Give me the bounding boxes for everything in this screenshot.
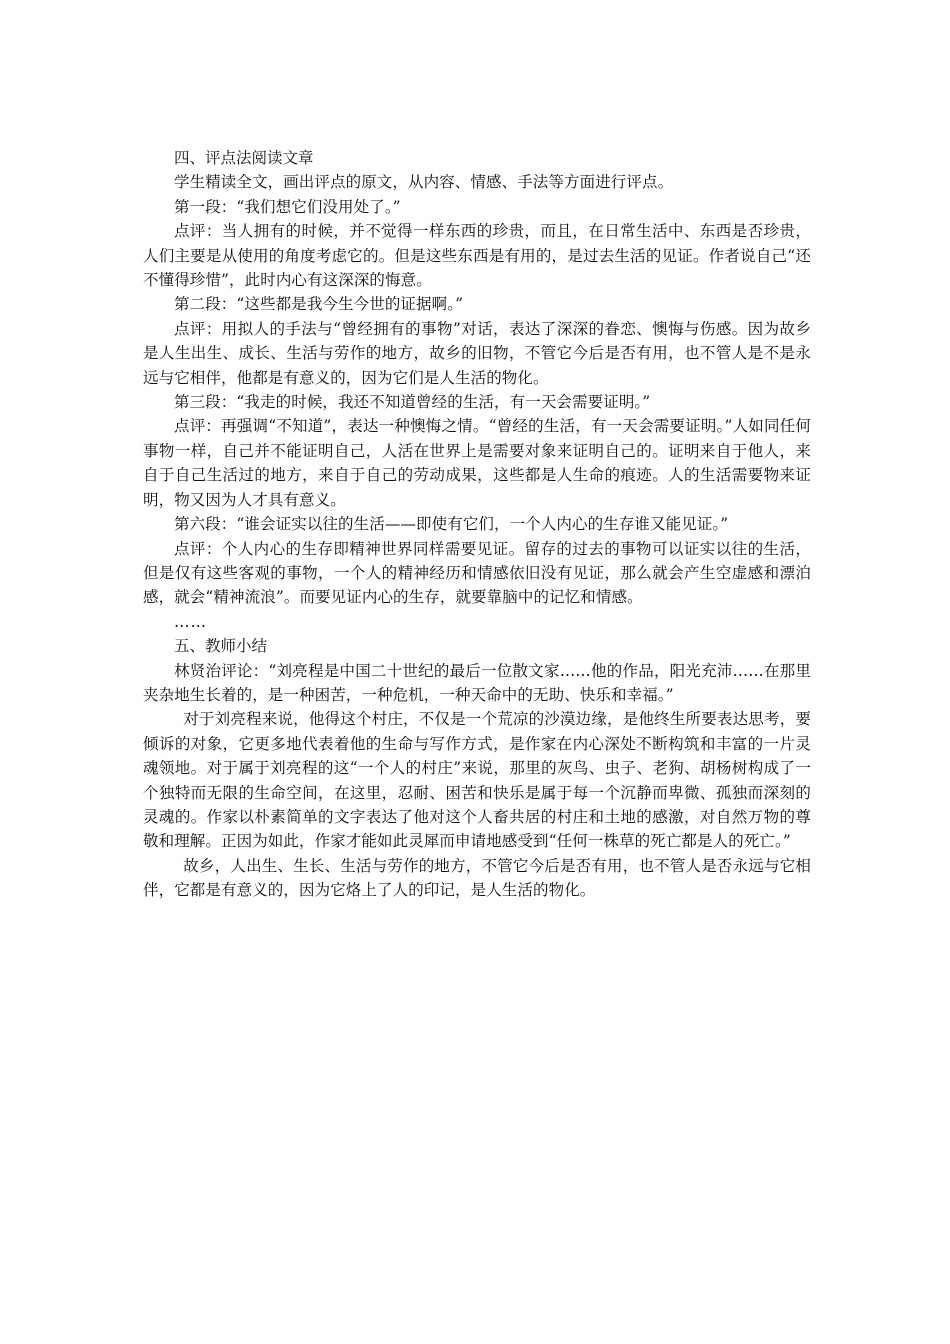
paragraph-1-comment: 点评：当人拥有的时候，并不觉得一样东西的珍贵，而且，在日常生活中、东西是否珍贵，人们主要是从使用的角度考虑它的。但是这些东西是有用的，是过去生活的见证。作者说自己“还不懂得珍惜”，此时内心有这深深的悔意。 [143, 222, 811, 290]
section-5-paragraph-1: 对于刘亮程来说，他得这个村庄，不仅是一个荒凉的沙漠边缘，是他终生所要表达思考，要倾诉的对象，它更多地代表着他的生命与写作方式，是作家在内心深处不断构筑和丰富的一片灵魂领地。对于属于刘亮程的这“一个人的村庄”来说，那里的灰鸟、虫子、老狗、胡杨树构成了一个独特而无限的生命空间，在这里，忍耐、困苦和快乐是属于每一个沉静而卑微、孤独而深刻的灵魂的。作家以朴素简单的文字表达了他对这个人畜共居的村庄和土地的感激，对自然万物的尊敬和理解。正因为如此，作家才能如此灵犀而申请地感受到“任何一株草的死亡都是人的死亡。” [143, 710, 811, 851]
section-5-heading: 五、教师小结 [174, 637, 268, 656]
paragraph-6-quote: 第六段：“谁会证实以往的生活——即使有它们，一个人内心的生存谁又能见证。” [174, 515, 729, 534]
section-5-quote: 林贤治评论：“刘亮程是中国二十世纪的最后一位散文家……他的作品，阳光充沛……在那里夹杂地生长着的，是一种困苦，一种危机，一种天命中的无助、快乐和幸福。” [143, 661, 811, 704]
paragraph-3-quote: 第三段：“我走的时候，我还不知道曾经的生活，有一天会需要证明。” [174, 393, 651, 412]
paragraph-2-comment: 点评：用拟人的手法与“曾经拥有的事物”对话，表达了深深的眷恋、懊悔与伤感。因为故乡是人生出生、成长、生活与劳作的地方，故乡的旧物，不管它今后是否有用，也不管人是不是永远与它相伴，他都是有意义的，因为它们是人生活的物化。 [143, 319, 811, 387]
section-4-heading: 四、评点法阅读文章 [174, 149, 314, 167]
paragraph-2-quote: 第二段：“这些都是我今生今世的证据啊。” [174, 295, 464, 314]
paragraph-3-comment: 点评：再强调“不知道”，表达一种懊悔之情。“曾经的生活，有一天会需要证明。”人如同任何事物一样，自己并不能证明自己，人活在世界上是需要对象来证明自己的。证明来自于他人，来自于自己生活过的地方，来自于自己的劳动成果，这些都是人生命的痕迹。人的生活需要物来证明，物又因为人才具有意义。 [143, 417, 811, 509]
section-4-intro: 学生精读全文，画出评点的原文，从内容、情感、手法等方面进行评点。 [174, 173, 674, 192]
ellipsis: …… [174, 612, 207, 631]
paragraph-1-quote: 第一段：“我们想它们没用处了。” [174, 197, 401, 216]
paragraph-6-comment: 点评：个人内心的生存即精神世界同样需要见证。留存的过去的事物可以证实以往的生活，但是仅有这些客观的事物，一个人的精神经历和情感依旧没有见证，那么就会产生空虚感和漂泊感，就会“精神流浪”。而要见证内心的生存，就要靠脑中的记忆和情感。 [143, 539, 811, 607]
section-5-paragraph-2: 故乡，人出生、生长、生活与劳作的地方，不管它今后是否有用，也不管人是否永远与它相伴，它都是有意义的，因为它烙上了人的印记，是人生活的物化。 [143, 856, 811, 900]
document-page [143, 146, 811, 903]
